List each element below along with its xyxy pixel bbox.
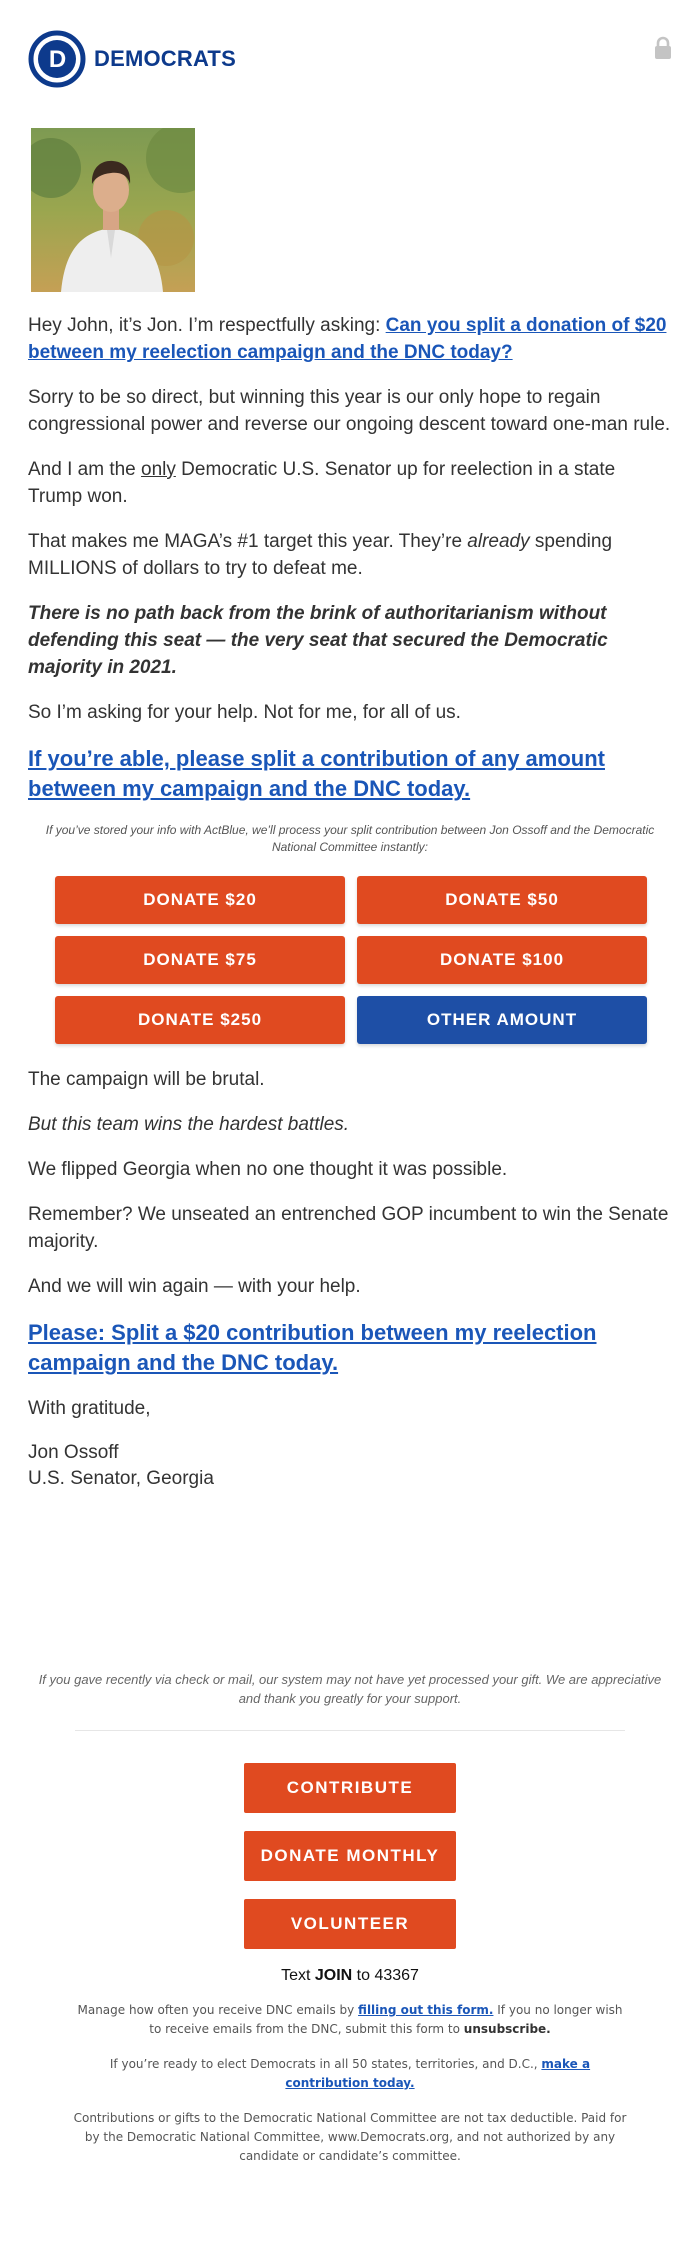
paragraph-3-pre: That makes me MAGA’s #1 target this year. They’re bbox=[28, 531, 468, 552]
paragraph-4: There is no path back from the brink of authoritarianism without defending this seat — the very seat that secured the Democratic majority in 2021. bbox=[28, 603, 608, 678]
paragraph-3-post: spending MILLIONS of dollars to try to defeat me. bbox=[28, 531, 613, 579]
paragraph-2 bbox=[28, 456, 672, 510]
paragraph-2-pre: And I am the bbox=[28, 459, 142, 480]
split-contribution-link[interactable]: If you’re able, please split a contribution of any amount between my campaign and the DNC today. bbox=[28, 746, 605, 801]
democrats-d-icon bbox=[28, 30, 86, 88]
logo-letter: D bbox=[48, 46, 67, 73]
paragraph-5: So I’m asking for your help. Not for me, for all of us. bbox=[28, 702, 461, 723]
after-paragraph-4: Remember? We unseated an entrenched GOP incumbent to win the Senate majority. bbox=[28, 1204, 669, 1252]
paragraph-2-post: Democratic U.S. Senator up for reelection in a state Trump won. bbox=[28, 459, 616, 507]
text-join-keyword: JOIN bbox=[314, 1967, 353, 1984]
manage-form-link[interactable]: filling out this form. bbox=[358, 2003, 494, 2017]
intro-greeting: Hey John, it’s Jon. I’m respectfully asking: bbox=[28, 315, 386, 336]
manage-mid: If you no longer wish to receive emails from the DNC, submit this form to bbox=[149, 2003, 623, 2036]
donate-monthly-button[interactable]: DONATE MONTHLY bbox=[244, 1831, 456, 1881]
legal-disclaimer: Contributions or gifts to the Democratic National Committee are not tax deductible. Paid for by the Democratic National Committee, www.Democrats.org, and not authorized by any candidate or candidate’s committee. bbox=[73, 2111, 627, 2163]
paragraph-1: Sorry to be so direct, but winning this year is our only hope to regain congressional power and reverse our ongoing descent toward one-man rule. bbox=[28, 387, 671, 435]
recent-gift-note: If you gave recently via check or mail, our system may not have yet processed your gift. We are appreciative and thank you greatly for your support. bbox=[38, 1672, 662, 1706]
email-footer bbox=[0, 1670, 700, 2182]
after-paragraph-3: We flipped Georgia when no one thought it was possible. bbox=[28, 1159, 508, 1180]
text-join-pre: Text bbox=[281, 1967, 315, 1984]
actblue-note: If you’ve stored your info with ActBlue, we’ll process your split contribution between Jon Ossoff and the Democratic National Committee instantly: bbox=[45, 823, 655, 854]
senator-photo bbox=[31, 128, 195, 292]
paragraph-2-underlined: only bbox=[141, 459, 176, 480]
split-20-link[interactable]: Please: Split a $20 contribution between my reelection campaign and the DNC today. bbox=[28, 1320, 597, 1375]
manage-pre: Manage how often you receive DNC emails by bbox=[77, 2003, 359, 2017]
democrats-logo[interactable] bbox=[28, 30, 236, 88]
signoff-name: Jon Ossoff bbox=[28, 1442, 119, 1463]
contribute-button[interactable]: CONTRIBUTE bbox=[244, 1763, 456, 1813]
email-body bbox=[28, 312, 672, 1510]
donate-75-button[interactable]: DONATE $75 bbox=[55, 936, 345, 984]
other-amount-button[interactable]: OTHER AMOUNT bbox=[357, 996, 647, 1044]
make-contribution-link[interactable]: make a contribution today. bbox=[285, 2057, 591, 2090]
paragraph-3 bbox=[28, 528, 672, 582]
email-header bbox=[0, 0, 700, 118]
donate-button-grid bbox=[55, 876, 645, 1044]
elect-democrats-note bbox=[70, 2055, 630, 2093]
after-paragraph-2: But this team wins the hardest battles. bbox=[28, 1114, 350, 1135]
donate-250-button[interactable]: DONATE $250 bbox=[55, 996, 345, 1044]
after-paragraph-1: The campaign will be brutal. bbox=[28, 1069, 265, 1090]
text-join-line bbox=[0, 1967, 700, 1985]
ask-donation-link[interactable]: Can you split a donation of $20 between my reelection campaign and the DNC today? bbox=[28, 315, 667, 363]
donate-100-button[interactable]: DONATE $100 bbox=[357, 936, 647, 984]
after-paragraph-5: And we will win again — with your help. bbox=[28, 1276, 361, 1297]
unsubscribe-text[interactable]: unsubscribe. bbox=[463, 2022, 551, 2036]
donate-20-button[interactable]: DONATE $20 bbox=[55, 876, 345, 924]
intro-paragraph bbox=[28, 312, 672, 366]
footer-divider bbox=[75, 1730, 625, 1731]
signoff-title: U.S. Senator, Georgia bbox=[28, 1468, 214, 1489]
lock-icon bbox=[652, 36, 674, 60]
logo-wordmark: DEMOCRATS bbox=[94, 46, 236, 71]
paragraph-3-emphasis: already bbox=[467, 531, 530, 552]
manage-emails-note bbox=[70, 2001, 630, 2039]
text-join-post: to 43367 bbox=[352, 1967, 419, 1984]
volunteer-button[interactable]: VOLUNTEER bbox=[244, 1899, 456, 1949]
donate-50-button[interactable]: DONATE $50 bbox=[357, 876, 647, 924]
signoff-closing: With gratitude, bbox=[28, 1398, 151, 1419]
elect-pre: If you’re ready to elect Democrats in all 50 states, territories, and D.C., bbox=[109, 2057, 542, 2071]
